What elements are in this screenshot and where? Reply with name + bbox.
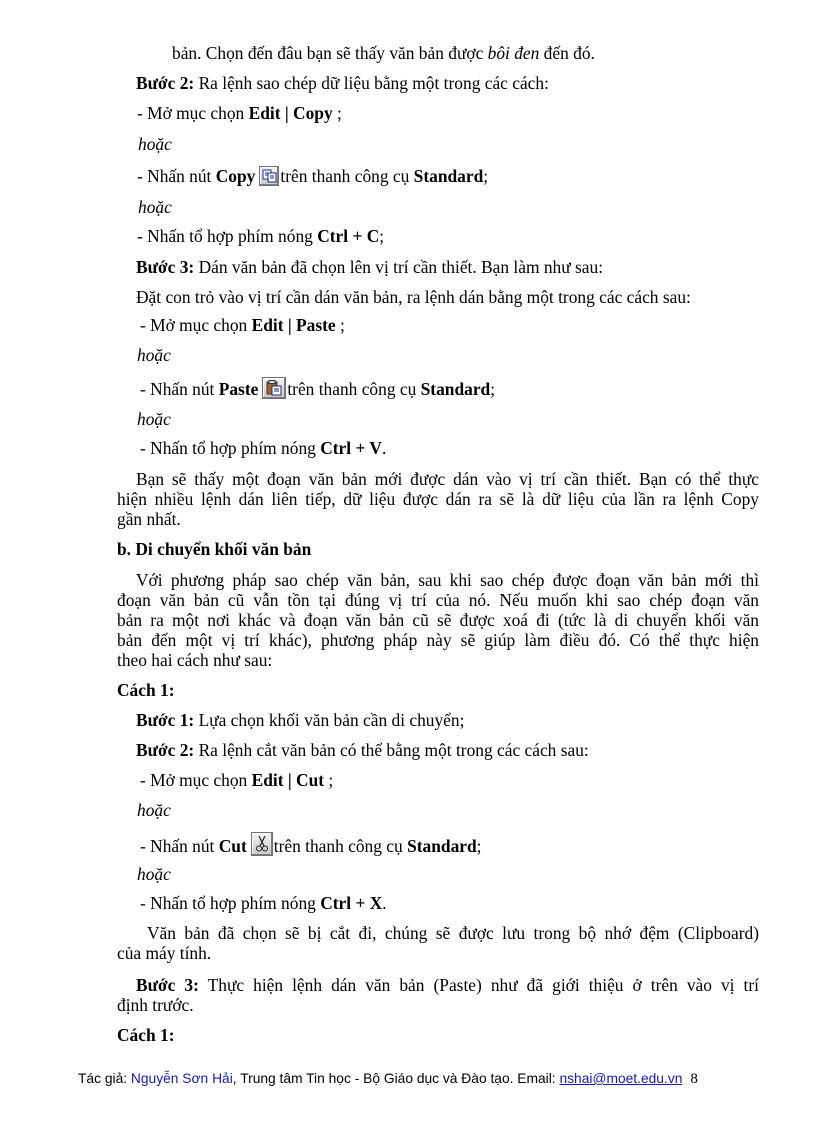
- paragraph-line: Với phương pháp sao chép văn bản, sau khi sao chép được đoạn văn bản mới thì: [136, 570, 759, 590]
- option-menu-paste: - Mở mục chọn Edit | Paste ;: [140, 315, 345, 335]
- paragraph-line: của máy tính.: [117, 943, 212, 963]
- paragraph-line: theo hai cách như sau:: [117, 650, 273, 670]
- footer-author-label: Tác giả:: [78, 1071, 131, 1086]
- option-button-copy: - Nhấn nút Copy trên thanh công cụ Standard;: [137, 166, 489, 186]
- step-line: Bước 3: Thực hiện lệnh dán văn bản (Paste) như đã giới thiệu ở trên vào vị trí: [136, 975, 759, 995]
- section-heading: b. Di chuyển khối văn bản: [117, 539, 312, 559]
- option-key-paste: - Nhấn tổ hợp phím nóng Ctrl + V.: [140, 438, 387, 458]
- step-line: Bước 3: Dán văn bản đã chọn lên vị trí cần thiết. Bạn làm như sau:: [136, 257, 604, 277]
- text-line: Đặt con trỏ vào vị trí cần dán văn bản, ra lệnh dán bằng một trong các cách sau:: [136, 287, 691, 307]
- copy-icon: [259, 166, 279, 186]
- footer-email-link[interactable]: nshai@moet.edu.vn: [559, 1071, 683, 1086]
- or-label: hoặc: [138, 197, 172, 217]
- paragraph-line: Văn bản đã chọn sẽ bị cắt đi, chúng sẽ được lưu trong bộ nhớ đệm (Clipboard): [147, 923, 759, 943]
- step-line: Bước 2: Ra lệnh cắt văn bản có thể bằng một trong các cách sau:: [136, 740, 589, 760]
- scissors-icon: [251, 832, 273, 856]
- paragraph-line: định trước.: [117, 995, 194, 1015]
- or-label: hoặc: [138, 134, 172, 154]
- page-footer: [78, 1070, 698, 1088]
- paragraph-line: bản đến một vị trí khác), phương pháp này sẽ giúp làm điều đó. Có thể thực hiện: [117, 630, 759, 650]
- paragraph-line: đoạn văn bản cũ vẫn tồn tại đúng vị trí của nó. Nếu muốn khi sao chép đoạn văn: [117, 590, 759, 610]
- step-line: Bước 2: Ra lệnh sao chép dữ liệu bằng một trong các cách:: [136, 73, 549, 93]
- or-label: hoặc: [137, 864, 171, 884]
- page-number: 8: [690, 1071, 698, 1087]
- paragraph-line: hiện nhiều lệnh dán liên tiếp, dữ liệu được dán ra sẽ là dữ liệu của lần ra lệnh Copy: [117, 489, 759, 509]
- or-label: hoặc: [137, 800, 171, 820]
- footer-author: Nguyễn Sơn Hải: [130, 1071, 233, 1086]
- paragraph-line: bản ra một nơi khác và đoạn văn bản cũ sẽ được xoá đi (tức là di chuyển khối văn: [117, 610, 759, 630]
- option-menu-copy: - Mở mục chọn Edit | Copy ;: [137, 103, 342, 123]
- option-button-cut: - Nhấn nút Cut trên thanh công cụ Standard;: [140, 832, 482, 856]
- or-label: hoặc: [137, 345, 171, 365]
- paste-icon: [262, 377, 286, 399]
- option-key-copy: - Nhấn tổ hợp phím nóng Ctrl + C;: [137, 226, 385, 246]
- option-menu-cut: - Mở mục chọn Edit | Cut ;: [140, 770, 334, 790]
- method-heading: Cách 1:: [117, 680, 175, 700]
- method-heading: Cách 1:: [117, 1025, 175, 1045]
- paragraph-line: Bạn sẽ thấy một đoạn văn bản mới được dán vào vị trí cần thiết. Bạn có thể thực: [136, 469, 759, 489]
- footer-org: , Trung tâm Tin học - Bộ Giáo dục và Đào tạo. Email:: [232, 1071, 560, 1086]
- paragraph-line: gần nhất.: [117, 509, 181, 529]
- step-line: Bước 1: Lựa chọn khối văn bản cần di chuyển;: [136, 710, 465, 730]
- or-label: hoặc: [137, 409, 171, 429]
- text-line: bản. Chọn đến đâu bạn sẽ thấy văn bản được bôi đen đến đó.: [172, 43, 595, 63]
- option-key-cut: - Nhấn tổ hợp phím nóng Ctrl + X.: [140, 893, 387, 913]
- option-button-paste: - Nhấn nút Paste trên thanh công cụ Standard;: [140, 379, 496, 399]
